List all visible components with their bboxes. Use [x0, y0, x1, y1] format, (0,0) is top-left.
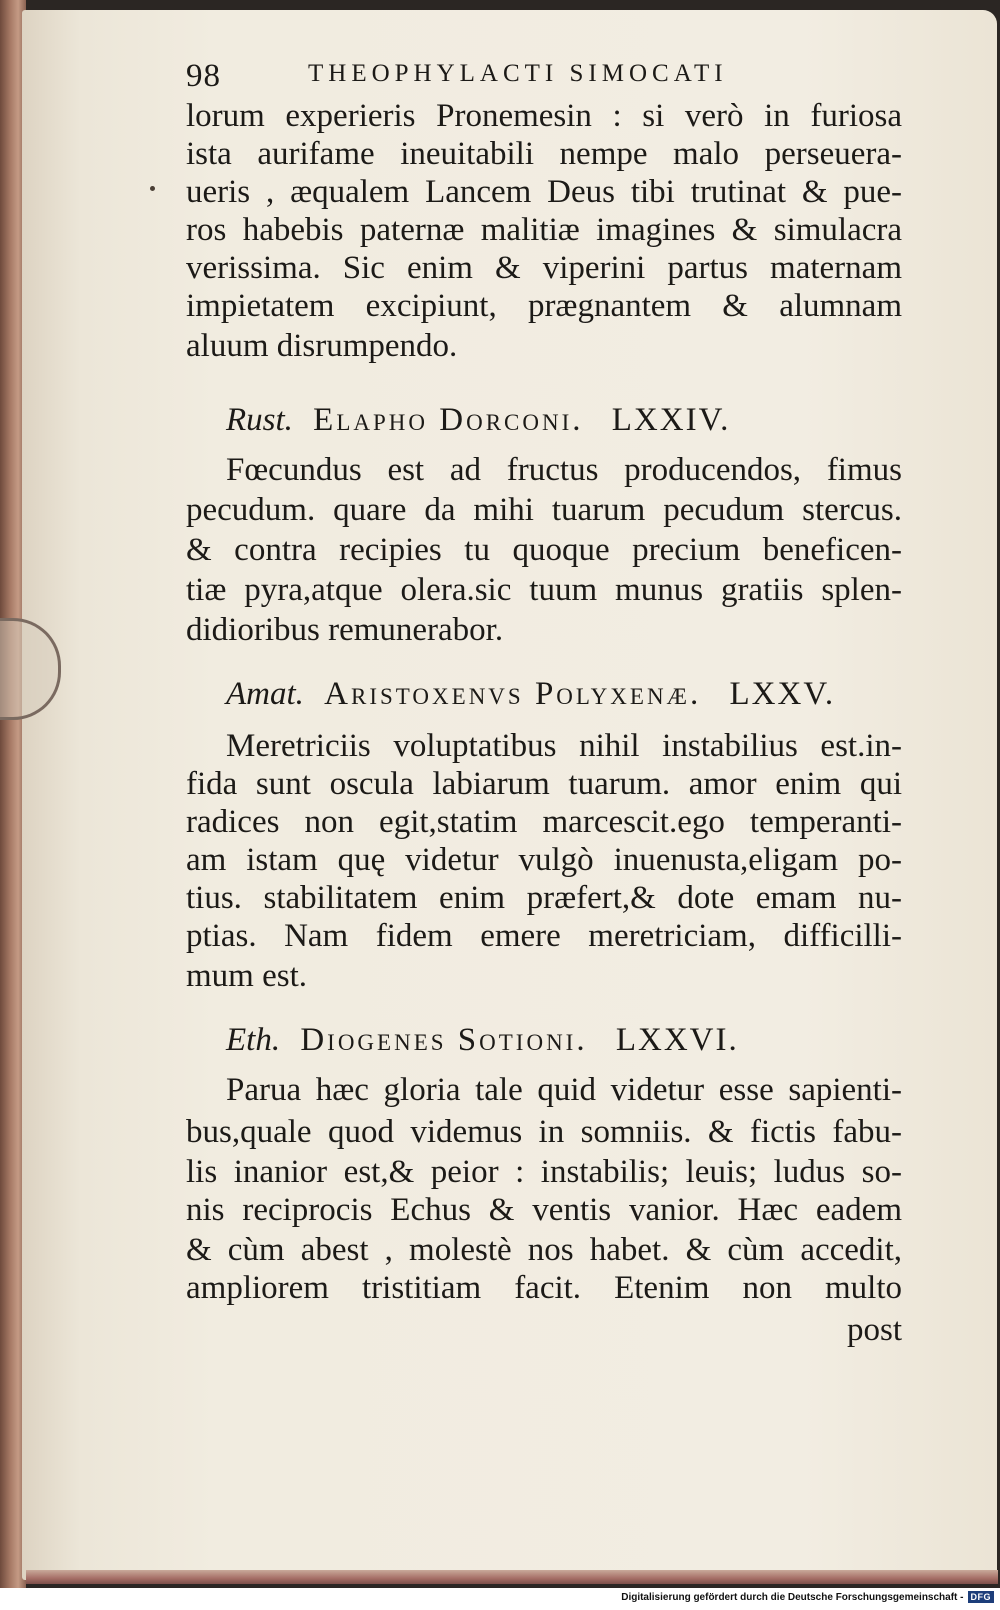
epistle-names: Elapho Dorconi.	[313, 402, 584, 438]
running-head	[186, 58, 796, 98]
text-line: ptias. Nam fidem emere meretriciam, difficilli-	[186, 918, 902, 954]
text-line: Meretriciis voluptatibus nihil instabilius est.in-	[226, 728, 902, 764]
text-line: ista aurifame ineuitabili nempe malo perseuera-	[186, 136, 902, 172]
epistle-number: LXXV.	[729, 676, 836, 712]
catchword: post	[846, 1312, 902, 1348]
epistle-number: LXXIV.	[611, 402, 731, 438]
text-line: Parua hæc gloria tale quid videtur esse sapienti-	[226, 1072, 902, 1108]
text-line: & contra recipies tu quoque precium beneficen-	[186, 532, 902, 568]
text-line: ampliorem tristitiam facit. Etenim non multo	[186, 1270, 902, 1306]
dfg-logo: DFG	[968, 1591, 995, 1603]
text-line: aluum disrumpendo.	[186, 328, 458, 364]
text-line: lorum experieris Pronemesin : si verò in furiosa	[186, 98, 902, 134]
text-line: Fœcundus est ad fructus producendos, fimus	[226, 452, 902, 488]
text-line: tiæ pyra,atque olera.sic tuum munus gratiis splen-	[186, 572, 902, 608]
credit-text: Digitalisierung gefördert durch die Deutsche Forschungsgemeinschaft -	[621, 1591, 964, 1603]
page-number: 98	[186, 58, 221, 94]
epistle-genre: Amat.	[226, 676, 304, 712]
epistle-number: LXXVI.	[615, 1022, 739, 1058]
text-line: verissima. Sic enim & viperini partus maternam	[186, 250, 902, 286]
digitization-credit	[621, 1589, 994, 1605]
text-line: impietatem excipiunt, prægnantem & alumnam	[186, 288, 902, 324]
text-line: mum est.	[186, 958, 307, 994]
epistle-genre: Eth.	[226, 1022, 281, 1058]
text-line: fida sunt oscula labiarum tuarum. amor enim qui	[186, 766, 902, 802]
epistle-heading	[226, 1018, 739, 1062]
text-line: am istam quę videtur vulgò inuenusta,eligam po-	[186, 842, 902, 878]
text-line: ueris , æqualem Lancem Deus tibi trutinat & pue-	[186, 174, 902, 210]
text-line: didioribus remunerabor.	[186, 612, 504, 648]
epistle-names: Aristoxenvs Polyxenæ.	[324, 676, 702, 712]
text-line: nis reciprocis Echus & ventis vanior. Hæc eadem	[186, 1192, 902, 1228]
running-title: THEOPHYLACTI SIMOCATI	[308, 60, 728, 87]
text-line: radices non egit,statim marcescit.ego temperanti-	[186, 804, 902, 840]
text-line: bus,quale quod videmus in somniis. & fictis fabu-	[186, 1114, 902, 1150]
text-line: pecudum. quare da mihi tuarum pecudum stercus.	[186, 492, 902, 528]
text-line: tius. stabilitatem enim præfert,& dote emam nu-	[186, 880, 902, 916]
epistle-genre: Rust.	[226, 402, 293, 438]
epistle-heading	[226, 398, 730, 442]
page-bottom-edge	[26, 1570, 998, 1584]
text-line: & cùm abest , molestè nos habet. & cùm accedit,	[186, 1232, 902, 1268]
text-line: lis inanior est,& peior : instabilis; leuis; ludus so-	[186, 1154, 902, 1190]
text-line: ros habebis paternæ malitiæ imagines & simulacra	[186, 212, 902, 248]
ink-spot	[150, 186, 155, 191]
epistle-heading	[226, 672, 835, 716]
epistle-names: Diogenes Sotioni.	[300, 1022, 588, 1058]
